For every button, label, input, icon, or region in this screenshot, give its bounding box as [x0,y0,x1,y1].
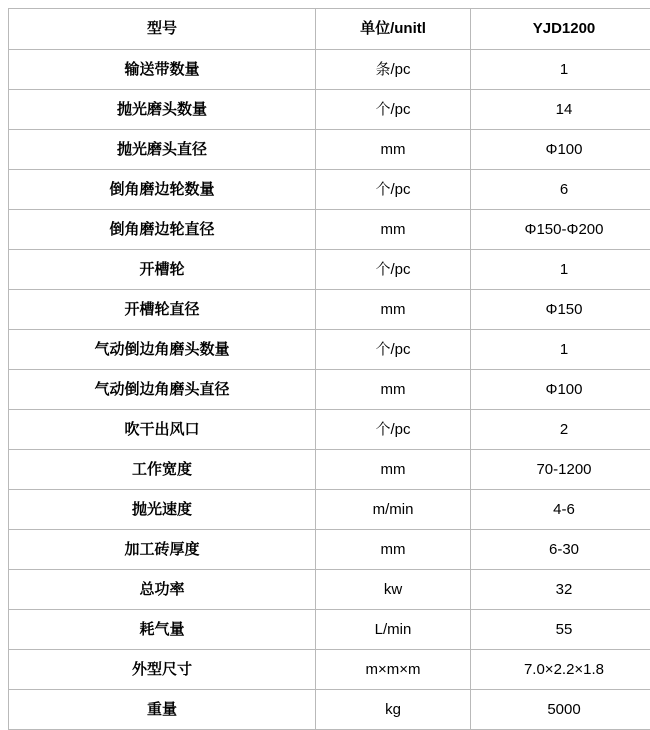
row-value: 4-6 [471,490,650,530]
row-unit: mm [316,210,471,250]
row-value: 70-1200 [471,450,650,490]
row-value: 14 [471,90,650,130]
row-unit: m×m×m [316,650,471,690]
row-unit: 个/pc [316,330,471,370]
table-row [9,490,650,530]
row-value: Φ150 [471,290,650,330]
table-row [9,610,650,650]
row-name: 抛光磨头直径 [9,130,316,170]
row-unit: 个/pc [316,170,471,210]
table-row [9,210,650,250]
row-unit: kg [316,690,471,730]
table-body [9,9,650,730]
table-header-row [9,9,650,50]
row-name: 吹干出风口 [9,410,316,450]
header-cell-unit: 单位/unitl [316,9,471,50]
row-name: 倒角磨边轮直径 [9,210,316,250]
row-unit: 个/pc [316,410,471,450]
row-name: 抛光磨头数量 [9,90,316,130]
row-unit: 个/pc [316,250,471,290]
row-unit: 条/pc [316,50,471,90]
row-value: 1 [471,50,650,90]
row-unit: kw [316,570,471,610]
row-unit: mm [316,450,471,490]
table-row [9,50,650,90]
row-unit: mm [316,130,471,170]
row-value: 32 [471,570,650,610]
header-cell-value: YJD1200 [471,9,650,50]
table-row [9,250,650,290]
table-row [9,370,650,410]
table-row [9,90,650,130]
table-row [9,170,650,210]
table-row [9,690,650,730]
row-value: 6 [471,170,650,210]
table-row [9,570,650,610]
row-name: 总功率 [9,570,316,610]
table-row [9,410,650,450]
header-cell-model: 型号 [9,9,316,50]
row-unit: mm [316,370,471,410]
row-value: 2 [471,410,650,450]
row-value: Φ150-Φ200 [471,210,650,250]
table-row [9,130,650,170]
table-row [9,290,650,330]
table-row [9,530,650,570]
row-unit: 个/pc [316,90,471,130]
table-row [9,650,650,690]
row-name: 气动倒边角磨头数量 [9,330,316,370]
row-unit: mm [316,530,471,570]
row-value: 7.0×2.2×1.8 [471,650,650,690]
row-value: 1 [471,330,650,370]
row-name: 外型尺寸 [9,650,316,690]
row-name: 开槽轮 [9,250,316,290]
row-value: Φ100 [471,370,650,410]
row-name: 加工砖厚度 [9,530,316,570]
row-name: 耗气量 [9,610,316,650]
row-value: 6-30 [471,530,650,570]
row-unit: L/min [316,610,471,650]
row-value: 5000 [471,690,650,730]
row-name: 工作宽度 [9,450,316,490]
table-row [9,450,650,490]
row-name: 重量 [9,690,316,730]
specification-table [8,8,650,730]
row-unit: m/min [316,490,471,530]
row-name: 抛光速度 [9,490,316,530]
row-unit: mm [316,290,471,330]
row-value: Φ100 [471,130,650,170]
row-name: 输送带数量 [9,50,316,90]
row-name: 开槽轮直径 [9,290,316,330]
row-name: 倒角磨边轮数量 [9,170,316,210]
row-value: 55 [471,610,650,650]
row-value: 1 [471,250,650,290]
table-row [9,330,650,370]
row-name: 气动倒边角磨头直径 [9,370,316,410]
